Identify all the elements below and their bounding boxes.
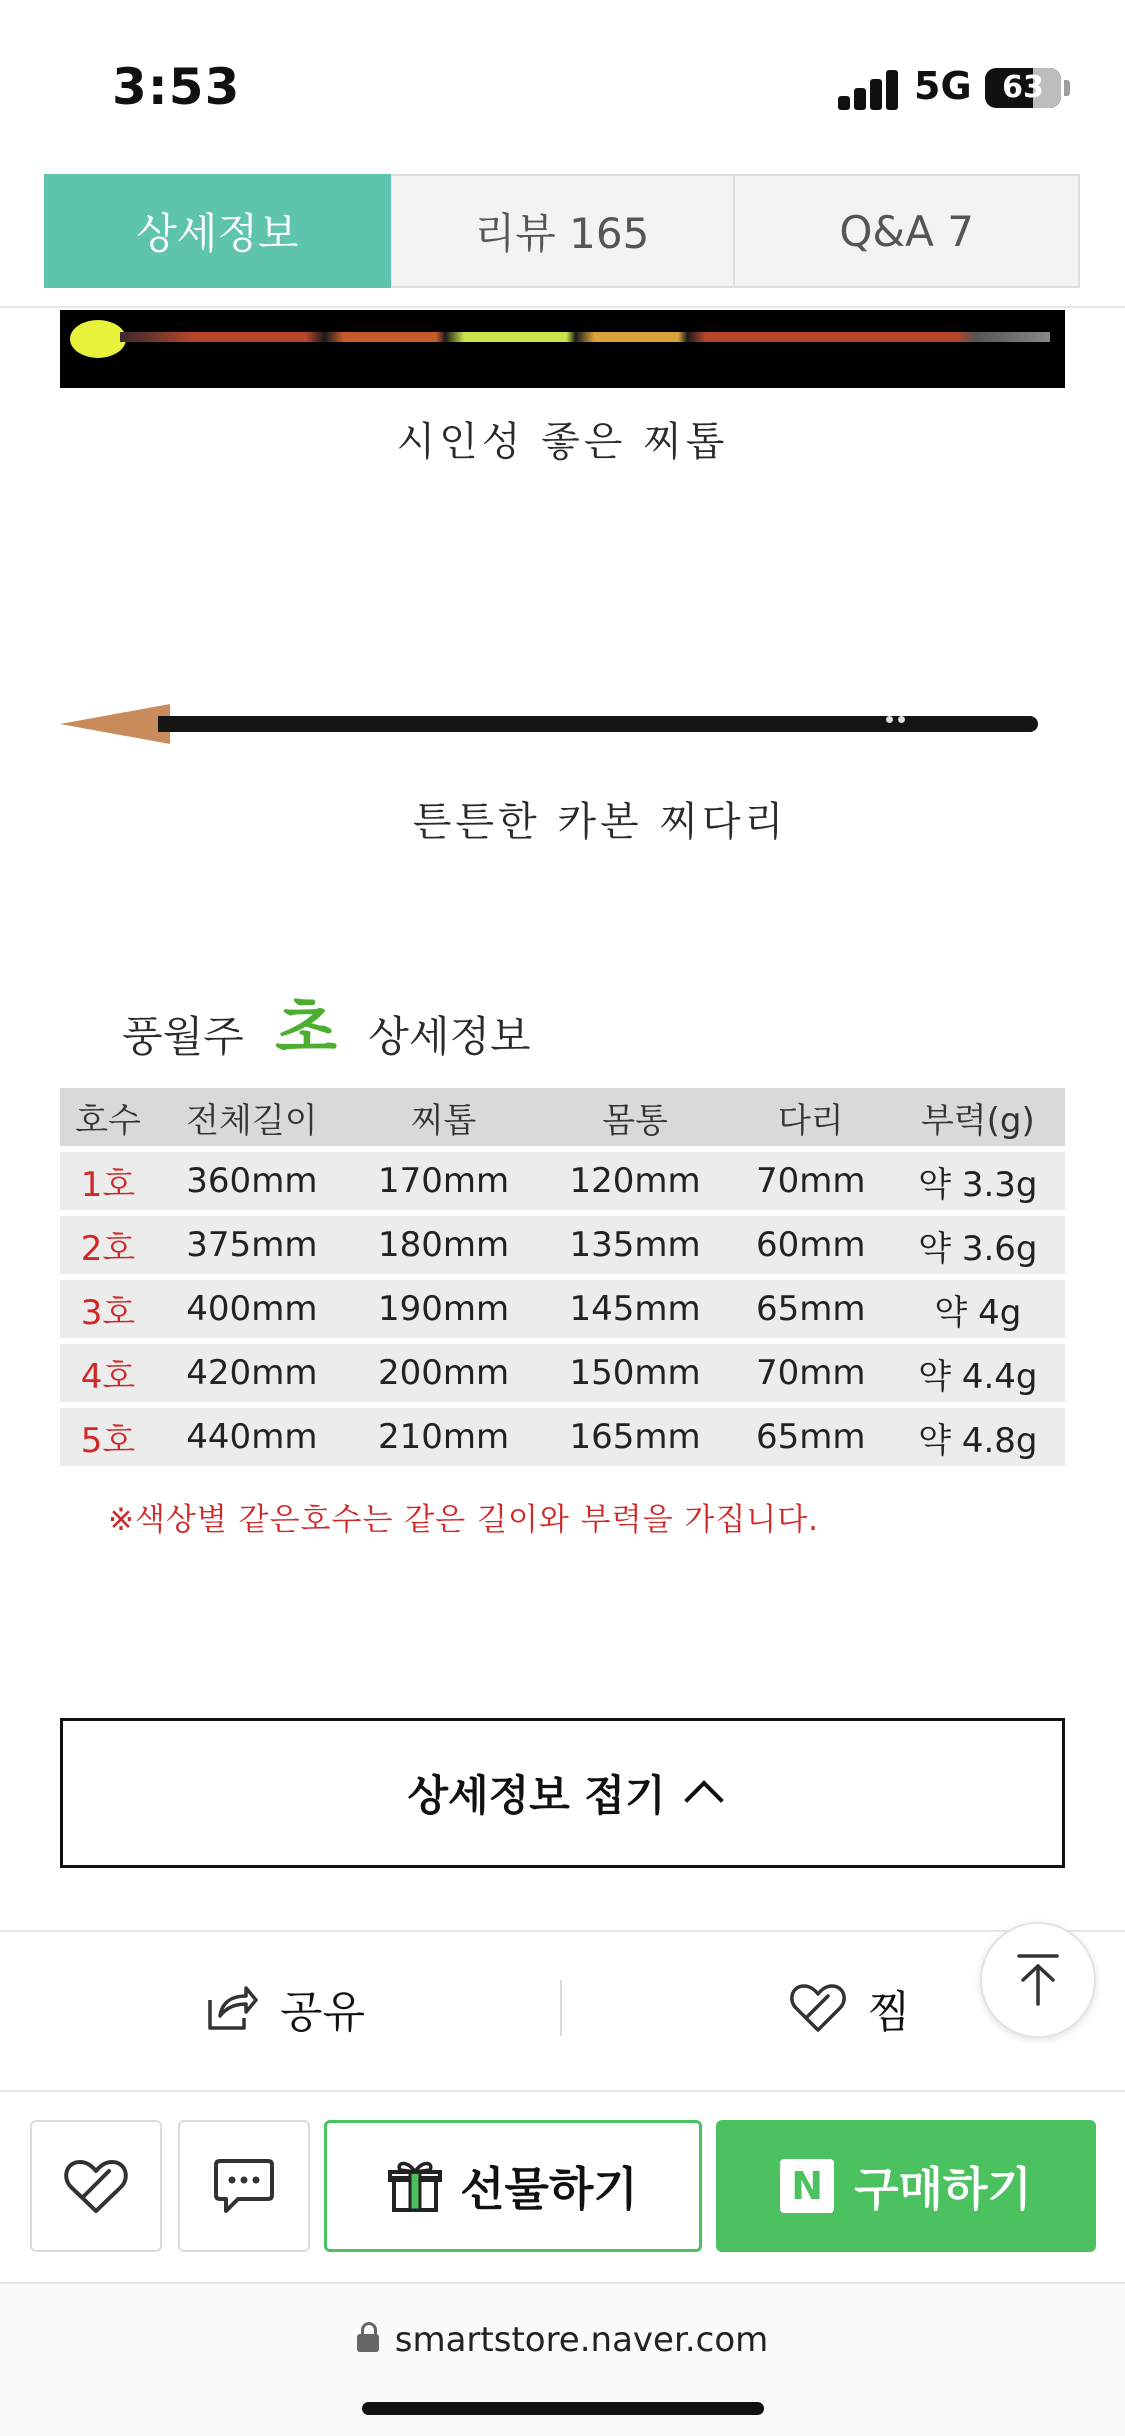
spec-cell: 210mm	[348, 1408, 540, 1466]
buy-label: 구매하기	[854, 2162, 1032, 2216]
status-time: 3:53	[112, 58, 241, 116]
stem-cone-shape	[60, 704, 170, 744]
heart-icon	[61, 2155, 131, 2217]
spec-cell: 약 4.8g	[891, 1408, 1065, 1466]
wish-square-button[interactable]	[30, 2120, 162, 2252]
gift-label: 선물하기	[460, 2162, 638, 2216]
spec-cell: 약 4.4g	[891, 1344, 1065, 1402]
float-top-image	[60, 310, 1065, 388]
gift-button[interactable]	[324, 2120, 702, 2252]
url-text: smartstore.naver.com	[394, 2320, 769, 2360]
stem-dot	[886, 716, 893, 723]
spec-title	[122, 978, 531, 1070]
float-stem-image	[60, 698, 1035, 752]
spec-cell: 135mm	[539, 1216, 731, 1274]
scroll-top-icon	[1013, 1952, 1063, 2008]
spec-cell-size: 5호	[60, 1408, 156, 1466]
spec-cell: 400mm	[156, 1280, 348, 1338]
battery-percent: 63	[1002, 70, 1044, 105]
spec-cell-size: 1호	[60, 1152, 156, 1210]
caption-float-body: 시인성 좋은 찌톱	[396, 419, 729, 465]
bottom-action-bar	[0, 2092, 1125, 2282]
spec-title-highlight: 초	[275, 993, 337, 1067]
spec-cell: 170mm	[348, 1152, 540, 1210]
spec-header-cell: 전체길이	[156, 1088, 348, 1146]
spec-cell: 200mm	[348, 1344, 540, 1402]
spec-table	[60, 1082, 1065, 1472]
signal-icon	[838, 68, 900, 110]
talk-talk-button[interactable]	[178, 2120, 310, 2252]
spec-cell: 약 4g	[891, 1280, 1065, 1338]
battery-tip	[1064, 80, 1070, 96]
spec-cell: 420mm	[156, 1344, 348, 1402]
spec-row	[60, 1280, 1065, 1338]
spec-cell: 60mm	[731, 1216, 891, 1274]
spec-cell: 120mm	[539, 1152, 731, 1210]
spec-header-row	[60, 1088, 1065, 1146]
network-label: 5G	[914, 64, 972, 108]
spec-title-suffix: 상세정보	[368, 1012, 531, 1061]
wish-label: 찜	[868, 1987, 911, 2038]
chevron-up-icon	[684, 1780, 724, 1820]
scroll-top-button[interactable]	[980, 1922, 1096, 2038]
stem-dot	[898, 716, 905, 723]
row-separator	[560, 1980, 562, 2036]
lock-icon	[357, 2334, 379, 2352]
spec-cell: 375mm	[156, 1216, 348, 1274]
tab-qna[interactable]: Q&A 7	[735, 174, 1080, 288]
spec-row	[60, 1344, 1065, 1402]
spec-cell: 145mm	[539, 1280, 731, 1338]
spec-cell: 190mm	[348, 1280, 540, 1338]
url-display	[0, 2320, 1125, 2360]
spec-title-prefix: 풍월주	[122, 1012, 244, 1061]
spec-row	[60, 1408, 1065, 1466]
detail-tab-bar	[44, 174, 1080, 288]
spec-cell: 70mm	[731, 1344, 891, 1402]
browser-url-bar[interactable]	[0, 2284, 1125, 2436]
spec-cell: 70mm	[731, 1152, 891, 1210]
spec-cell: 180mm	[348, 1216, 540, 1274]
tab-detail-info[interactable]: 상세정보	[44, 174, 391, 288]
float-bulb-shape	[70, 320, 126, 358]
share-label: 공유	[280, 1987, 366, 2038]
spec-cell: 약 3.3g	[891, 1152, 1065, 1210]
spec-note: ※색상별 같은호수는 같은 길이와 부력을 가집니다.	[108, 1502, 820, 1538]
status-bar	[0, 0, 1125, 170]
naver-pay-logo: N	[780, 2159, 834, 2213]
spec-cell: 440mm	[156, 1408, 348, 1466]
battery-icon	[985, 68, 1061, 108]
share-button[interactable]	[200, 1976, 365, 2040]
spec-cell: 약 3.6g	[891, 1216, 1065, 1274]
collapse-detail-label: 상세정보 접기	[407, 1771, 666, 1820]
spec-cell: 165mm	[539, 1408, 731, 1466]
chat-icon	[212, 2155, 276, 2217]
spec-row	[60, 1152, 1065, 1210]
share-icon	[200, 1978, 260, 2038]
share-wish-row	[0, 1932, 1125, 2088]
float-tube-shape	[120, 332, 1050, 342]
spec-header-cell: 다리	[731, 1088, 891, 1146]
spec-cell: 150mm	[539, 1344, 731, 1402]
tab-divider	[0, 306, 1125, 308]
spec-header-cell: 몸통	[539, 1088, 731, 1146]
spec-row	[60, 1216, 1065, 1274]
spec-header-cell: 찌톱	[348, 1088, 540, 1146]
collapse-detail-button[interactable]	[60, 1718, 1065, 1868]
spec-cell: 65mm	[731, 1280, 891, 1338]
spec-header-cell: 호수	[60, 1088, 156, 1146]
spec-cell: 65mm	[731, 1408, 891, 1466]
spec-header-cell: 부력(g)	[891, 1088, 1065, 1146]
spec-cell-size: 4호	[60, 1344, 156, 1402]
gift-icon	[388, 2158, 442, 2214]
spec-cell-size: 2호	[60, 1216, 156, 1274]
tab-reviews[interactable]: 리뷰 165	[391, 174, 736, 288]
caption-stem: 튼튼한 카본 찌다리	[412, 799, 788, 845]
home-indicator[interactable]	[362, 2402, 764, 2415]
buy-button[interactable]	[716, 2120, 1096, 2252]
wish-button[interactable]	[788, 1976, 911, 2040]
heart-icon	[788, 1978, 848, 2038]
spec-cell-size: 3호	[60, 1280, 156, 1338]
spec-cell: 360mm	[156, 1152, 348, 1210]
stem-rod-shape	[158, 716, 1038, 732]
